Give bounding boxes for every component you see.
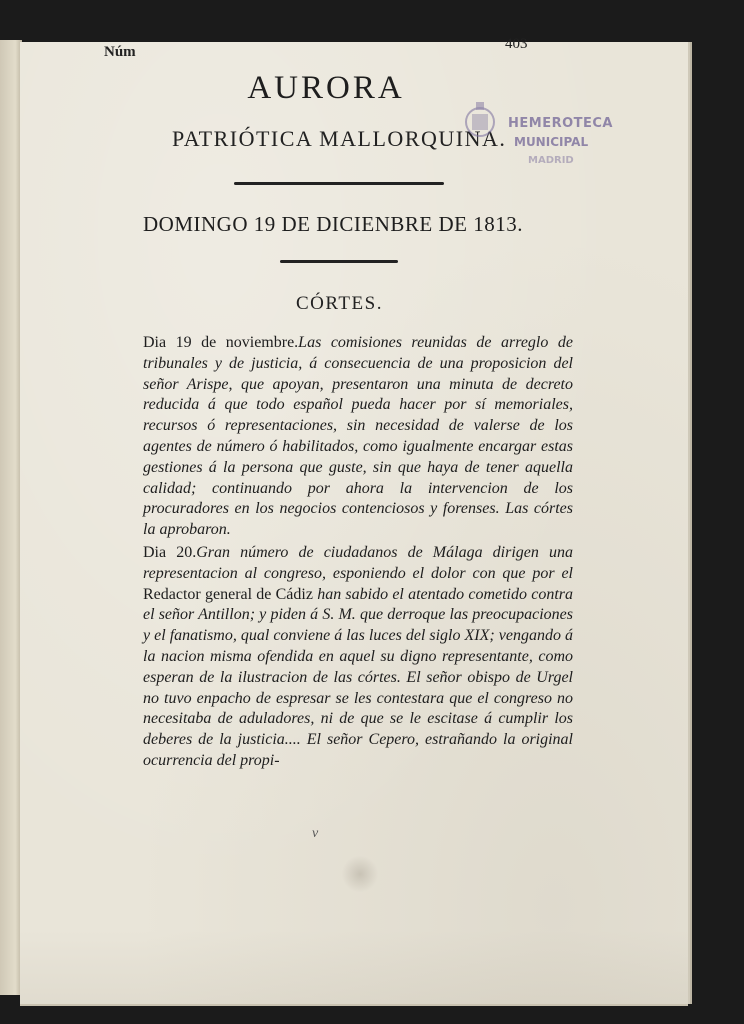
paragraph — [143, 333, 573, 541]
stamp-line-3: MADRID — [528, 155, 574, 166]
date-rule — [280, 260, 398, 263]
page-number: 403 — [505, 36, 528, 52]
library-stamp — [458, 100, 628, 170]
masthead-subtitle: PATRIÓTICA MALLORQUINA. — [172, 126, 507, 151]
paragraph — [143, 543, 573, 772]
article-body — [143, 333, 573, 774]
ink-smudge — [342, 855, 378, 893]
paragraph-text: Gran número de ciudadanos de Málaga dirigen una representacion al congreso, esponiendo el dolor con que por el — [143, 543, 573, 582]
issue-date: DOMINGO 19 DE DICIENBRE DE 1813. — [143, 212, 523, 236]
stamp-line-2: MUNICIPAL — [514, 135, 589, 149]
paragraph-lead: Dia 19 de noviembre. — [143, 334, 299, 351]
paragraph-text: Las comisiones reunidas de arreglo de tribunales y de justicia, á consecuencia de una proposicion del señor Arispe, que apoyan, presentaron una minuta de decreto reducida á que todo español pueda hacer por sí memoriales, recursos ó representaciones, sin necesidad de valerse de los agentes de número ó habilitados, como igualmente encargar estas gestiones á la persona que guste, sin que haya de tener aquella calidad; continuando por ahora la intervencion de los procuradores en los negocios contenciosos y forenses. — [143, 334, 573, 518]
masthead-rule — [234, 182, 444, 185]
paragraph-lead: Dia 20. — [143, 543, 197, 561]
section-heading: CÓRTES. — [296, 293, 383, 314]
stamp-line-1: HEMEROTECA — [508, 116, 613, 131]
paragraph-text-continued: han sabido el atentado cometido contra el señor Antillon; y piden á S. M. que derroque las preocupaciones y el fanatismo, qual conviene á las luces del siglo XIX; vengando á la nacion misma ofendida en aquel su digno representante, como esperan de la ilustracion de las córtes. El señor obispo de Urgel no tuvo enpacho de espresar se les contestara que el congreso no necesitaba de aduladores, ni de que se le escitase á cumplir los deberes de la justicia.... El señor Cepero, estrañando la original ocurrencia del propi- — [143, 585, 573, 769]
masthead-title: AURORA — [247, 70, 405, 106]
paragraph-tail: Las córtes la aprobaron. — [143, 500, 574, 539]
signature-mark: v — [312, 826, 319, 841]
page-bottom-shade — [20, 930, 688, 1004]
newspaper-name: Redactor general de Cádiz — [143, 585, 313, 603]
issue-number-label: Núm — [104, 44, 136, 60]
adjacent-page-edge — [0, 40, 22, 995]
